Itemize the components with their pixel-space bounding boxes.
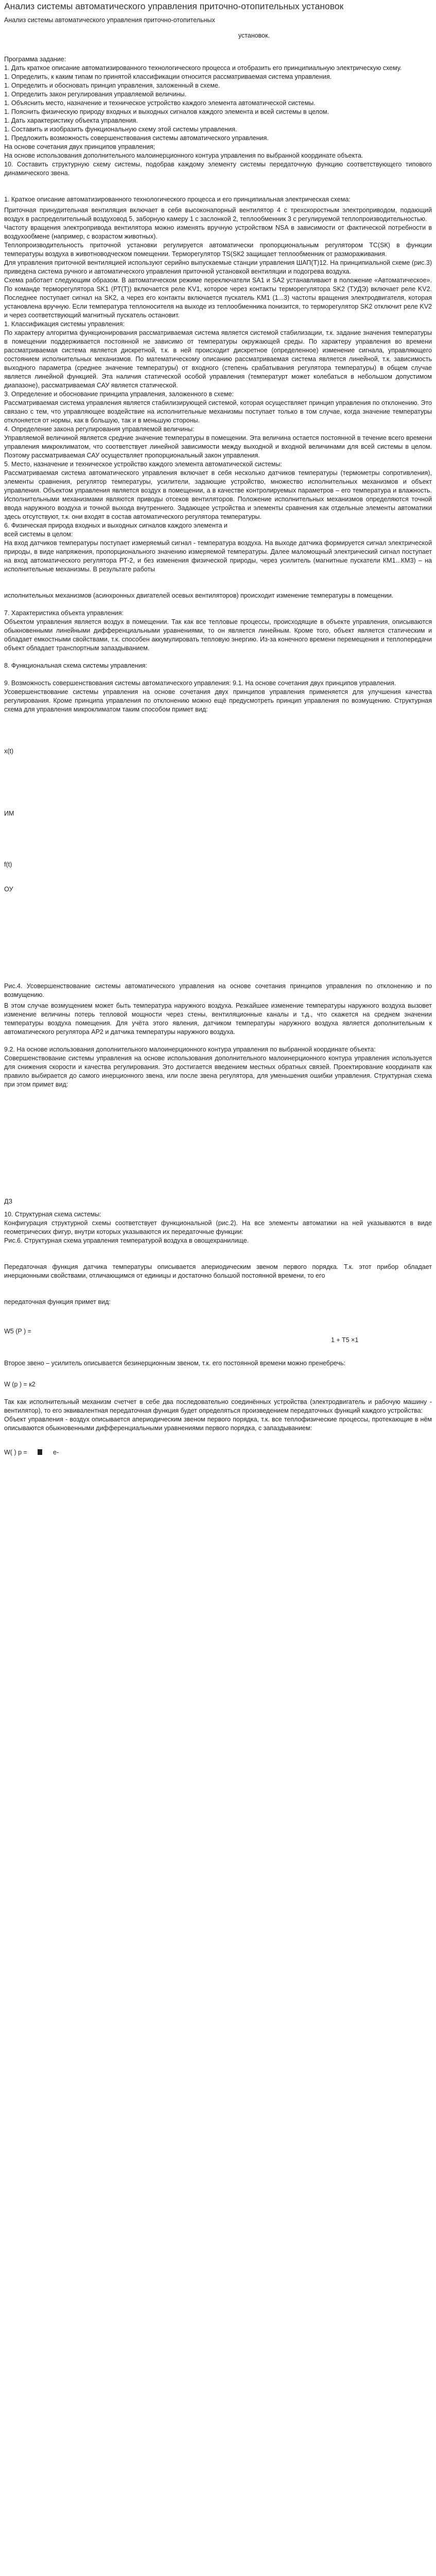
figure-label-feedback: ДЗ [4,1198,13,1205]
section-heading: всей системы в целом: [4,531,73,538]
paragraph: Для управления приточной вентиляцией используют серийно выпускаемые станции управления ШАП(Т)12. На принципиальной схеме (рис.3) приведена система ручного и автоматического управления приточной установкой вентиляции и подогрева воздуха. [4,259,432,275]
paragraph: Совершенствование системы управления на основе использования дополнительного малоинерционного контура управления используется для снижения скорости и качества регулирования. Это достигается введением местных обратных связей. Проектирование координатв как правило выбирается до самого инерционного звена, или после звена регулятора, для уменьшения ошибки управления. Структурная схема при этом примет вид: [4,1055,432,1088]
formula-3-lhs: W( ) p = [4,1449,27,1456]
body-sections [4,195,432,714]
program-item: 1. Дать краткое описание автоматизированного технологического процесса и отобразить его принципиальную электрическую схему. [4,64,402,72]
figure-label-input: х(t) [4,748,14,755]
figure-caption: Рис.6. Структурная схема управления температурой воздуха в овощехранилище. [4,1237,249,1244]
formula-2-text: W (p ) = к2 [4,1381,36,1388]
program-item: 1. Дать характеристику объекта управления. [4,117,138,124]
figure-label-actuator: ИМ [4,810,14,817]
paragraph: В этом случае возмущением может быть температура наружного воздуха. Резкайшее изменение температуры наружного воздуха вызовет изменение величины потерь тепловой мощности через стены, вентиляционные каналы и т.д., что скажется на среднем значении температуры воздуха помещения. Для учёта этого явления, датчиком температуры наружного воздуха является дополнительным к автоматического регулятора АР2 и датчика температуры наружного воздуха. [4,1002,432,1036]
paragraph: Так как исполнительный механизм счетчет в себе два последовательно соединённых устройства (электродвигатель и рабочую машину - вентилятор), то его эквивалентная передаточная функция будет определяться произведением передаточных функций каждого устройства: [4,1398,432,1414]
page-title: Анализ системы автоматического управления приточно-отопительных установок [4,1,344,11]
program-item: На основе использования дополнительного малоинерционного контура управления по выбранной координате объекта. [4,152,363,159]
formula-3 [4,1433,432,1464]
section-heading: 6. Физическая природа входных и выходных сигналов каждого элемента и [4,522,228,529]
program-item: 1. Определить закон регулирования управляемой величины. [4,91,187,98]
section-heading: 5. Место, назначение и техническое устройство каждого элемента автоматической системы: [4,461,282,468]
program-item: 1. Составить и изобразить функциональную схему этой системы управления. [4,126,237,133]
header-line-2: установок. [238,31,270,39]
header-line-1: Анализ системы автоматического управления приточно-отопительных [4,16,215,24]
figure-5-area [4,1089,432,1210]
program-item: 1. Предложить возможность совершенствования системы автоматического управления. [4,134,269,142]
program-item: 1. Определить и обосновать принцип управления, заложенный в схеме. [4,82,220,89]
paragraph: исполнительных механизмов (асинхронных двигателей осевых вентиляторов) происходит изменение температуры в помещении. [4,592,394,599]
paragraph: На вход датчиков температуры поступает измеряемый сигнал - температура воздуха. На выходе датчика формируется сигнал электрической природы, в виде напряжения, пропорционального значению измеряемой температуры. Далее маломощный электрический сигнал поступает на вход автоматического регулятора РТ-2, и без изменения физической природы, через усилитель (магнитные пускатели КМ1...КМ3) – на исполнительные механизмы. В результате работы [4,539,432,573]
paragraph: Управляемой величиной является средние значение температуры в помещении. Эта величина остается постоянной в течение всего времени управления микроклиматом, что соответствует линейной зависимости между выходной и входной величинами для всей системы в целом. Поэтому рассматриваемая САУ осуществляет пропорциональный закон управления. [4,434,432,459]
paragraph: Теплопроизводительность приточной установки регулируется автоматически пропорциональным регулятором ТС(SК) в функции температуры воздуха в животноводческом помещении. Терморегулятор ТS(SК2 защищает теплообменник от размораживания. [4,242,432,258]
formula-2 [4,1368,432,1398]
program-item: На основе сочетания двух принципов управления; [4,143,155,150]
section-heading: 7. Характеристика объекта управления: [4,609,124,617]
figure-label-disturbance: f(t) [4,861,12,868]
section-heading: 9. Возможность совершенствования системы автоматического управления: 9.1. На основе сочетания двух принципов управления. [4,680,396,687]
body-sections-e [4,1398,432,1433]
paragraph: Схема работает следующим образом. В автоматическом режиме переключатели SA1 и SA2 устанавливают в положение «Автоматическое». По команде терморегулятора SK1 (РТ(Т)) включается реле KV1, которое через контакты терморегулятора SK2 (ТУДЭ) включает реле KV2. Последнее поступает сигнал на SK2, а через его контакты включается пускатель KM1 (1...3) частоты вращения электродвигателя, которая установлена вручную. Если температура теплоносителя на выходе из теплообменника понизится, то терморегулятор SK2 отключит реле KV2 и через соответствующий магнитный пускатель остановит. [4,277,432,319]
paragraph: Объект управления - воздух описывается апериодическим звеном первого порядка, т.к. все теплофизические процессы, протекающие в нём описываются обыкновенными дифференциальными уравнениями первого порядка, с запаздыванием: [4,1416,432,1432]
figure-caption: Рис.4. Усовершенствование системы автоматического управления на основе сочетания принципов управления по отклонению и по возмущению. [4,982,432,998]
section-heading: 8. Функциональная схема системы управления: [4,662,147,669]
formula-3-box [38,1449,42,1455]
body-sections-b [4,982,432,1089]
paragraph: Конфигурация структурной схемы соответствует функциональной (рис.2). На все элементы автоматики на ней указываются в виде геометрических фигур, внутри которых указываются их передаточные функции: [4,1219,432,1235]
body-sections-d [4,1359,432,1368]
program-item: 1. Определить, к каким типам по принятой классификации относится рассматриваемая система управления. [4,73,332,80]
program-heading: Программа задание: [4,56,66,63]
paragraph: Частоту вращения электропривода вентилятора можно изменять вручную устройством NSA в зависимости от фактической потребности в воздухообмене (например, с возрастом животных). [4,224,432,240]
paragraph: Усовершенствование системы управления на основе сочетания двух принципов управления применяется для улучшения качества регулирования. Кроме принципа управления по отклонению можно ещё предусмотреть принцип управления по возмущению. Структурная схема для управления микроклиматом таким способом примет вид: [4,688,432,713]
section-heading: 1. Классификация системы управления: [4,320,125,328]
section-heading: 9.2. На основе использования дополнительного малоинерционного контура управления по выбранной координате объекта: [4,1046,376,1053]
program-list [4,64,432,178]
paragraph: Приточная принудительная вентиляция включает в себя высоконапорный вентилятор 4 с трехскоростным электроприводом, подающий воздух в распределительный воздуховод 5, заборную камеру 1 с заслонкой 2, теплообменник 3 с регулируемой теплопроизводительностью. [4,207,432,223]
paragraph: Второе звено – усилитель описывается безинерционным звеном, т.к. его постоянной времени можно пренебречь: [4,1360,345,1367]
paragraph: Объектом управления является воздух в помещении. Так как все тепловые процессы, происходящие в объекте управления, описываются обыкновенными линейными дифференциальными уравнениями, то он является линейным. Кроме того, объект является статическим и обладает емкостными свойствами, т.к. способен аккумулировать тепловую энергию. Из-за конечного времени перемещения и теплопередачи объект обладает транспортным запаздыванием. [4,618,432,652]
section-heading: 1. Краткое описание автоматизированного технологического процесса и его принципиальная электрическая схема: [4,196,351,203]
formula-3-exp: е- [53,1449,59,1456]
section-heading: 4. Определение закона регулирования управляемой величины: [4,426,195,433]
program-item: 1. Пояснить физическую природу входных и выходных сигналов каждого элемента и всей системы в целом. [4,108,329,115]
paragraph: Передаточная функция датчика температуры описывается апериодическим звеном первого порядка. Т.к. этот прибор обладает инерционными свойствами, отличающимся от единицы и достаточно большой постоянной времени, то его [4,1263,432,1279]
formula-1 [4,1307,432,1359]
program-item: 10. Составить структурную схему системы, подобрав каждому элементу системы передаточную функцию соответствующего типового динамического звена. [4,161,432,177]
figure-label-object: ОУ [4,886,13,893]
paragraph: передаточная функция примет вид: [4,1298,111,1306]
program-item: 1. Объяснить место, назначение и техническое устройство каждого элемента автоматической системы. [4,99,316,107]
figure-4-area [4,714,432,982]
paragraph: По характеру алгоритма функционирования рассматриваемая система является системой стабилизации, т.к. задание значения температуры в помещении поддерживается постоянной не зависимо от температуры окружающей среды. По характеру управления во времени рассматриваемая система является дискретной, т.к. в ней происходит дискретное (определенное) изменение сигнала, управляющего состоянием исполнительных механизмов. По математическому описанию рассматриваемая система является линейной, т.к. зависимость выходного параметра (среднее значение температуры) от входного (степень срабатывания регулятора температуры) в общем случае является линейной функцией. Эта наличия статической особой управления (температурт может колебаться в небольшом допустимом диапазоне), рассматриваемая САУ является статической. [4,329,432,389]
paragraph: Рассматриваемая система автоматического управления включает в себя несколько датчиков температуры (термометры сопротивления), элементы сравнения, регулятор температуры, усилители, задающие устройство, множество исполнительных механизмов и объект управления. Объектом управления является воздух в помещении, а в качестве контролируемых параметров – его температура и влажность. Исполнительными механизмами являются приводы отсеков вентиляторов. Положение исполнительных механизмов определяются точной ввода наружного воздуха и точной выхода внутреннего. Задающее устройства и элементы сравнения как отдельные элементы автоматики здесь отсутствуют, т.к. они входят в состав автоматического регулятора температуры. [4,469,432,520]
section-heading: 10. Структурная схема системы: [4,1211,101,1218]
body-sections-c [4,1210,432,1307]
section-heading: 3. Определение и обоснование принципа управления, заложенного в схеме: [4,391,234,398]
formula-1-lhs: W5 (P ) = [4,1328,31,1335]
paragraph: Рассматриваемая система управления является стабилизирующей системой, которая осуществляет принцип управления по отклонению. Это связано с тем, что управляющее воздействие на исполнительные механизмы поступает только в том случае, когда значение температуры отклоняется от нормы, как в большую, так и в меньшую стороны. [4,399,432,424]
formula-1-denominator: 1 + T5 ×1 [331,1336,359,1344]
